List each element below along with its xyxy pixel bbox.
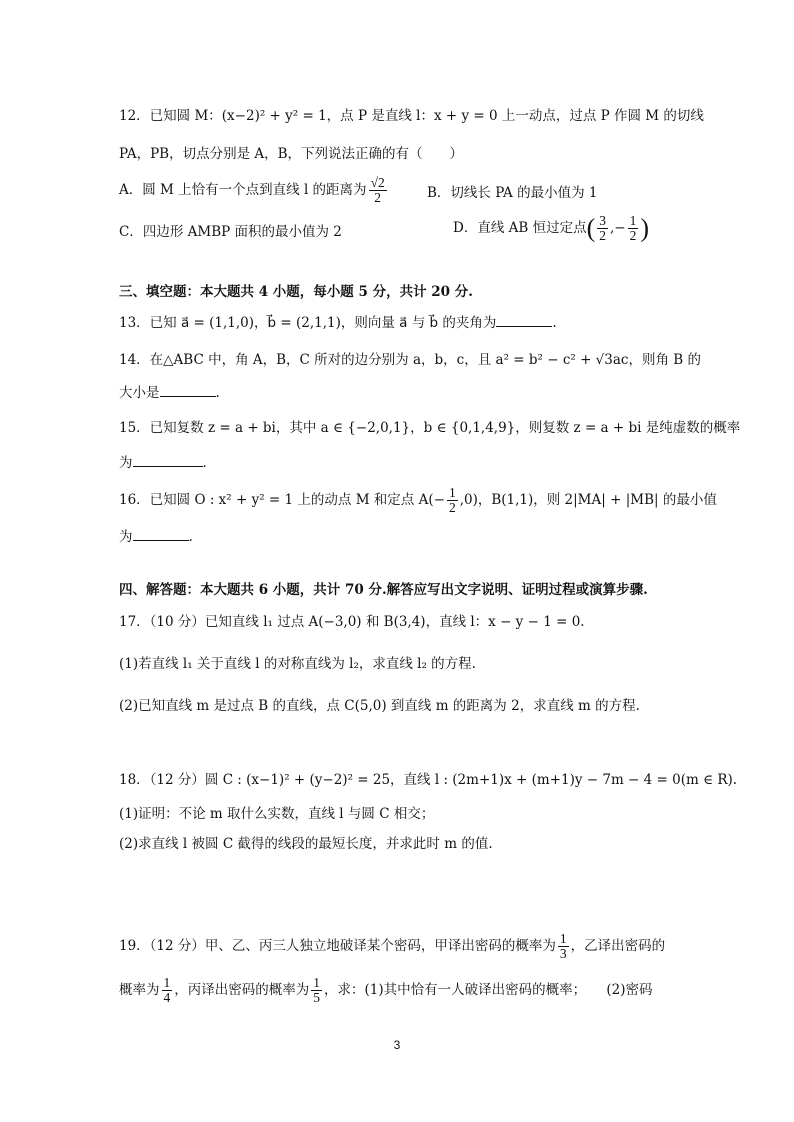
q19-fraction-jia bbox=[558, 932, 569, 961]
q19-line1 bbox=[119, 932, 665, 961]
q16-text-pre: 16．已知圆 O : x² + y² = 1 上的动点 M 和定点 A(− bbox=[119, 492, 445, 508]
answer-blank bbox=[133, 526, 189, 541]
q14-end: . bbox=[215, 385, 220, 401]
q16-line1 bbox=[119, 486, 717, 515]
q14-line2-text: 大小是 bbox=[119, 385, 160, 401]
q16-end: . bbox=[188, 529, 193, 545]
section-4-heading: 四、解答题：本大题共 6 小题，共计 70 分.解答应写出文字说明、证明过程或演算步骤. bbox=[119, 582, 648, 598]
answer-blank bbox=[160, 382, 216, 397]
fraction-numerator: 1 bbox=[163, 975, 171, 990]
q14-line2 bbox=[119, 382, 220, 403]
fraction-numerator: √2 bbox=[370, 175, 385, 190]
q12-option-d-fraction-x bbox=[597, 214, 608, 243]
q12-option-d-text: D．直线 AB 恒过定点 bbox=[453, 220, 587, 236]
q15-line1: 15．已知复数 z = a + bi，其中 a ∈ {−2,0,1}，b ∈ {0,1,4,9}，则复数 z = a + bi 是纯虚数的概率 bbox=[119, 420, 741, 436]
fraction-denominator: 2 bbox=[629, 228, 637, 243]
q13 bbox=[119, 312, 557, 333]
fraction-numerator: 1 bbox=[559, 931, 567, 946]
fraction-numerator: 1 bbox=[313, 975, 320, 990]
q19-text-d: ，丙译出密码的概率为 bbox=[174, 982, 310, 998]
answer-blank bbox=[133, 452, 203, 467]
q19-text-e: ，求：(1)其中恰有一人破译出密码的概率； (2)密码 bbox=[324, 982, 653, 998]
q15-end: . bbox=[202, 455, 207, 471]
q14-line1: 14．在△ABC 中，角 A，B，C 所对的边分别为 a，b，c，且 a² = b² − c² + √3ac，则角 B 的 bbox=[119, 352, 701, 368]
q12-option-b: B．切线长 PA 的最小值为 1 bbox=[427, 185, 598, 201]
q12-option-a bbox=[119, 176, 389, 205]
q19-fraction-yi bbox=[162, 976, 173, 1005]
coordinate-separator: ,− bbox=[610, 220, 626, 236]
fraction-numerator: 1 bbox=[448, 485, 456, 500]
q19-text-c: 概率为 bbox=[119, 982, 160, 998]
q13-end: . bbox=[552, 315, 557, 331]
fraction-numerator: 3 bbox=[599, 213, 606, 228]
q16-line2-text: 为 bbox=[119, 529, 133, 545]
q17-stem: 17．（10 分）已知直线 l₁ 过点 A(−3,0) 和 B(3,4)，直线 l：x − y − 1 = 0. bbox=[119, 614, 585, 630]
page-number: 3 bbox=[393, 1038, 401, 1052]
q18-part1: (1)证明：不论 m 取什么实数，直线 l 与圆 C 相交； bbox=[119, 806, 435, 822]
q19-text-a: 19．（12 分）甲、乙、丙三人独立地破译某个密码，甲译出密码的概率为 bbox=[119, 938, 556, 954]
q15-line2-text: 为 bbox=[119, 455, 133, 471]
q17-part2: (2)已知直线 m 是过点 B 的直线，点 C(5,0) 到直线 m 的距离为 2，求直线 m 的方程. bbox=[119, 698, 640, 714]
q12-option-c: C．四边形 AMBP 面积的最小值为 2 bbox=[119, 224, 342, 240]
fraction-denominator: 2 bbox=[448, 500, 456, 515]
q16-line2 bbox=[119, 526, 193, 547]
paren-left: ( bbox=[586, 213, 596, 243]
fraction-denominator: 2 bbox=[374, 190, 382, 205]
fraction-numerator: 1 bbox=[629, 213, 637, 228]
q19-fraction-bing bbox=[311, 976, 322, 1005]
fraction-denominator: 3 bbox=[559, 946, 567, 961]
q12-option-a-fraction bbox=[369, 176, 387, 205]
q12-option-d bbox=[453, 214, 649, 243]
q16-fraction bbox=[447, 486, 458, 515]
q16-text-post: ,0)，B(1,1)，则 2|MA| + |MB| 的最小值 bbox=[459, 492, 717, 508]
q17-part1: (1)若直线 l₁ 关于直线 l 的对称直线为 l₂，求直线 l₂ 的方程. bbox=[119, 656, 476, 672]
q12-option-d-fraction-y bbox=[628, 214, 639, 243]
paren-right: ) bbox=[640, 213, 650, 243]
q18-part2: (2)求直线 l 被圆 C 截得的线段的最短长度，并求此时 m 的值. bbox=[119, 836, 493, 852]
fraction-denominator: 4 bbox=[163, 990, 171, 1005]
fraction-denominator: 5 bbox=[313, 990, 320, 1005]
q12-stem-line2: PA，PB，切点分别是 A，B，下列说法正确的有（ ） bbox=[119, 146, 464, 162]
section-3-heading: 三、填空题：本大题共 4 小题，每小题 5 分，共计 20 分. bbox=[119, 284, 473, 300]
fraction-denominator: 2 bbox=[599, 228, 606, 243]
q19-text-b: ，乙译出密码的 bbox=[570, 938, 666, 954]
q19-line2 bbox=[119, 976, 653, 1005]
q12-option-a-text: A．圆 M 上恰有一个点到直线 l 的距离为 bbox=[119, 182, 367, 198]
q18-stem: 18．（12 分）圆 C : (x−1)² + (y−2)² = 25，直线 l : (2m+1)x + (m+1)y − 7m − 4 = 0(m ∈ R). bbox=[119, 772, 738, 788]
q15-line2 bbox=[119, 452, 207, 473]
q12-stem-line1: 12．已知圆 M：(x−2)² + y² = 1，点 P 是直线 l：x + y = 0 上一动点，过点 P 作圆 M 的切线 bbox=[119, 108, 704, 124]
q13-text: 13．已知 a⃗ = (1,1,0)，b⃗ = (2,1,1)，则向量 a⃗ 与 b⃗ 的夹角为 bbox=[119, 315, 497, 331]
answer-blank bbox=[496, 312, 552, 327]
